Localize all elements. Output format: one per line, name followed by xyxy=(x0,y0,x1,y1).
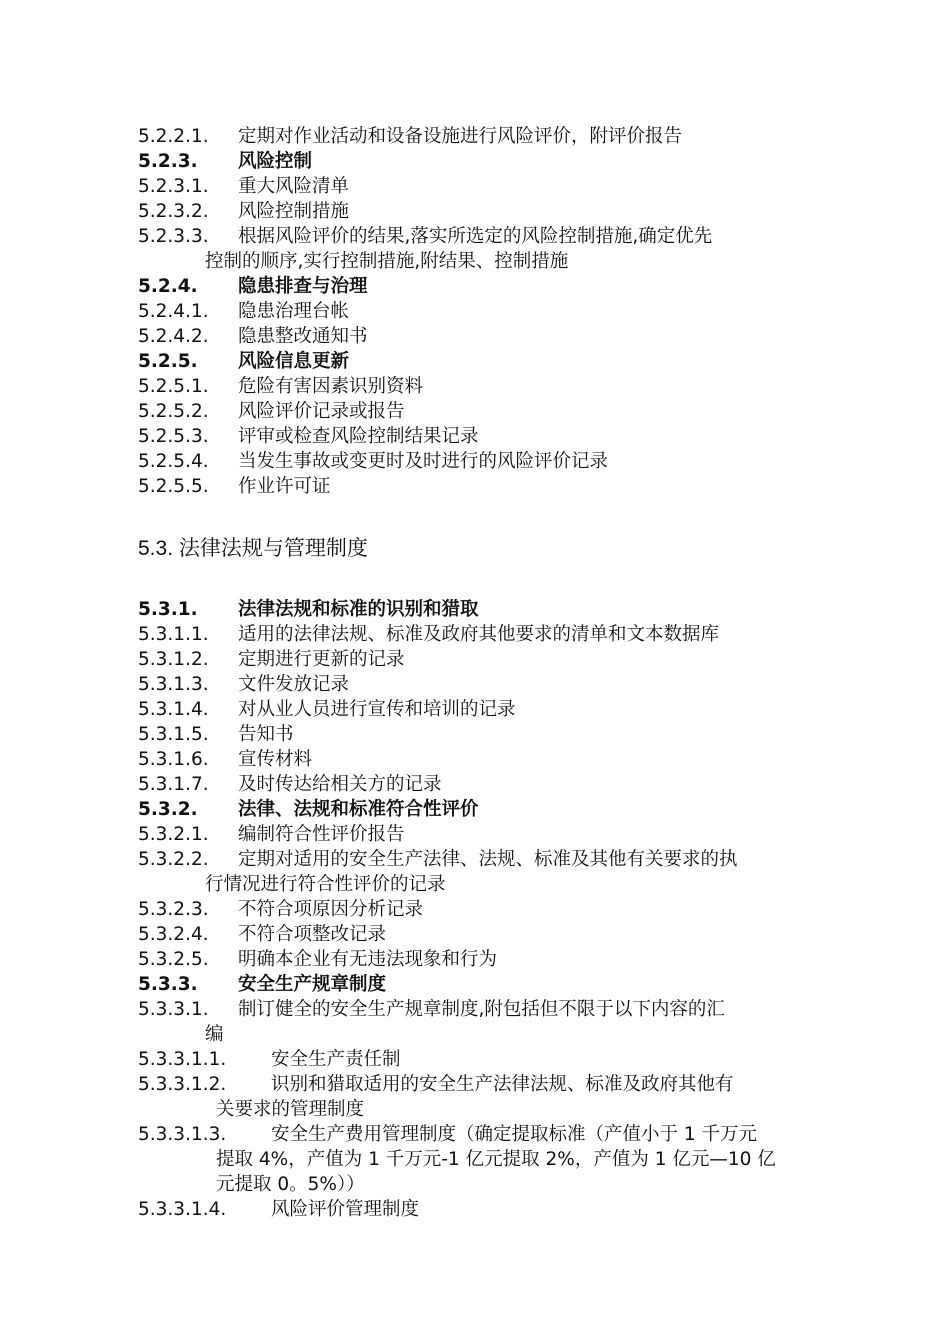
item-number: 5.3.1.5. xyxy=(138,724,209,745)
item-text: 不符合项整改记录 xyxy=(238,924,387,945)
list-item xyxy=(138,1072,734,1097)
item-number: 5.2.5.1. xyxy=(138,376,209,397)
list-item xyxy=(138,474,331,499)
subsection-heading xyxy=(138,274,368,299)
item-number: 5.3.3.1. xyxy=(138,999,209,1020)
item-continuation: 元提取 0。5%）） xyxy=(216,1174,365,1195)
item-number: 5.2.3. xyxy=(138,151,198,172)
item-text: 安全生产规章制度 xyxy=(238,974,387,995)
item-number: 5.3.3.1.1. xyxy=(138,1049,227,1070)
section-title: 5.3. 法律法规与管理制度 xyxy=(138,537,368,560)
item-continuation: 控制的顺序,实行控制措施,附结果、控制措施 xyxy=(205,251,569,272)
item-text: 宣传材料 xyxy=(238,749,313,770)
item-number: 5.2.5.3. xyxy=(138,426,209,447)
item-number: 5.2.3.1. xyxy=(138,176,209,197)
item-continuation: 关要求的管理制度 xyxy=(216,1099,365,1120)
item-continuation: 编 xyxy=(205,1024,224,1045)
item-continuation: 提取 4%，产值为 1 千万元-1 亿元提取 2%，产值为 1 亿元—10 亿 xyxy=(216,1149,776,1170)
item-text: 定期对适用的安全生产法律、法规、标准及其他有关要求的执 xyxy=(238,849,738,870)
item-number: 5.3.2.3. xyxy=(138,899,209,920)
item-text: 法律法规和标准的识别和猎取 xyxy=(238,599,479,620)
list-item xyxy=(138,847,738,872)
list-item xyxy=(138,822,405,847)
item-text: 隐患整改通知书 xyxy=(238,326,368,347)
item-text: 评审或检查风险控制结果记录 xyxy=(238,426,479,447)
item-text: 根据风险评价的结果,落实所选定的风险控制措施,确定优先 xyxy=(238,226,713,247)
item-text: 作业许可证 xyxy=(238,476,331,497)
item-number: 5.3.1.4. xyxy=(138,699,209,720)
item-number: 5.3.2.2. xyxy=(138,849,209,870)
item-text: 告知书 xyxy=(238,724,294,745)
list-item xyxy=(138,947,497,972)
item-text: 安全生产费用管理制度（确定提取标准（产值小于 1 千万元 xyxy=(271,1124,758,1145)
item-number: 5.2.5.4. xyxy=(138,451,209,472)
item-number: 5.3.3.1.3. xyxy=(138,1124,227,1145)
list-item xyxy=(138,299,349,324)
list-item xyxy=(138,672,349,697)
item-number: 5.2.5.2. xyxy=(138,401,209,422)
list-item xyxy=(138,1197,419,1222)
item-text: 隐患治理台帐 xyxy=(238,301,350,322)
item-number: 5.3.2.1. xyxy=(138,824,209,845)
list-item xyxy=(138,922,386,947)
item-text: 风险评价记录或报告 xyxy=(238,401,405,422)
subsection-heading xyxy=(138,972,386,997)
item-number: 5.2.5.5. xyxy=(138,476,209,497)
list-item xyxy=(138,174,349,199)
item-text: 重大风险清单 xyxy=(238,176,350,197)
list-item xyxy=(138,997,725,1022)
list-item xyxy=(138,324,368,349)
item-number: 5.2.4.2. xyxy=(138,326,209,347)
list-item xyxy=(138,747,312,772)
list-item xyxy=(138,647,405,672)
item-number: 5.3.3.1.2. xyxy=(138,1074,227,1095)
list-item xyxy=(138,1047,401,1072)
item-number: 5.2.3.2. xyxy=(138,201,209,222)
list-item xyxy=(138,449,608,474)
item-text: 定期对作业活动和设备设施进行风险评价，附评价报告 xyxy=(238,126,683,147)
list-item xyxy=(138,374,423,399)
item-number: 5.3.1.1. xyxy=(138,624,209,645)
item-text: 文件发放记录 xyxy=(238,674,350,695)
item-text: 明确本企业有无违法现象和行为 xyxy=(238,949,498,970)
item-text: 识别和猎取适用的安全生产法律法规、标准及政府其他有 xyxy=(271,1074,734,1095)
item-number: 5.3.2.4. xyxy=(138,924,209,945)
list-item xyxy=(138,124,682,149)
list-item xyxy=(138,199,349,224)
item-text: 风险控制 xyxy=(238,151,313,172)
item-number: 5.3.1.6. xyxy=(138,749,209,770)
list-item xyxy=(138,897,423,922)
item-number: 5.2.4. xyxy=(138,276,198,297)
item-number: 5.2.5. xyxy=(138,351,198,372)
item-text: 适用的法律法规、标准及政府其他要求的清单和文本数据库 xyxy=(238,624,720,645)
item-text: 定期进行更新的记录 xyxy=(238,649,405,670)
subsection-heading xyxy=(138,597,479,622)
item-number: 5.3.3.1.4. xyxy=(138,1199,227,1220)
item-number: 5.3.1.7. xyxy=(138,774,209,795)
list-item xyxy=(138,1122,757,1147)
item-continuation: 行情况进行符合性评价的记录 xyxy=(205,874,446,895)
item-number: 5.2.2.1. xyxy=(138,126,209,147)
item-number: 5.2.3.3. xyxy=(138,226,209,247)
item-text: 隐患排查与治理 xyxy=(238,276,368,297)
list-item xyxy=(138,622,719,647)
subsection-heading xyxy=(138,349,349,374)
item-number: 5.3.1.3. xyxy=(138,674,209,695)
list-item xyxy=(138,772,442,797)
item-text: 编制符合性评价报告 xyxy=(238,824,405,845)
item-number: 5.3.2. xyxy=(138,799,198,820)
item-text: 当发生事故或变更时及时进行的风险评价记录 xyxy=(238,451,609,472)
item-number: 5.3.1.2. xyxy=(138,649,209,670)
item-text: 风险评价管理制度 xyxy=(271,1199,420,1220)
list-item xyxy=(138,722,294,747)
subsection-heading xyxy=(138,797,479,822)
item-text: 不符合项原因分析记录 xyxy=(238,899,424,920)
list-item xyxy=(138,399,405,424)
item-text: 制订健全的安全生产规章制度,附包括但不限于以下内容的汇 xyxy=(238,999,725,1020)
item-text: 危险有害因素识别资料 xyxy=(238,376,424,397)
list-item xyxy=(138,697,516,722)
item-text: 法律、法规和标准符合性评价 xyxy=(238,799,479,820)
subsection-heading xyxy=(138,149,312,174)
item-number: 5.2.4.1. xyxy=(138,301,209,322)
item-number: 5.3.2.5. xyxy=(138,949,209,970)
item-text: 对从业人员进行宣传和培训的记录 xyxy=(238,699,516,720)
list-item xyxy=(138,424,479,449)
item-number: 5.3.1. xyxy=(138,599,198,620)
item-text: 风险控制措施 xyxy=(238,201,350,222)
item-text: 风险信息更新 xyxy=(238,351,350,372)
list-item xyxy=(138,224,712,249)
item-text: 及时传达给相关方的记录 xyxy=(238,774,442,795)
item-number: 5.3.3. xyxy=(138,974,198,995)
item-text: 安全生产责任制 xyxy=(271,1049,401,1070)
